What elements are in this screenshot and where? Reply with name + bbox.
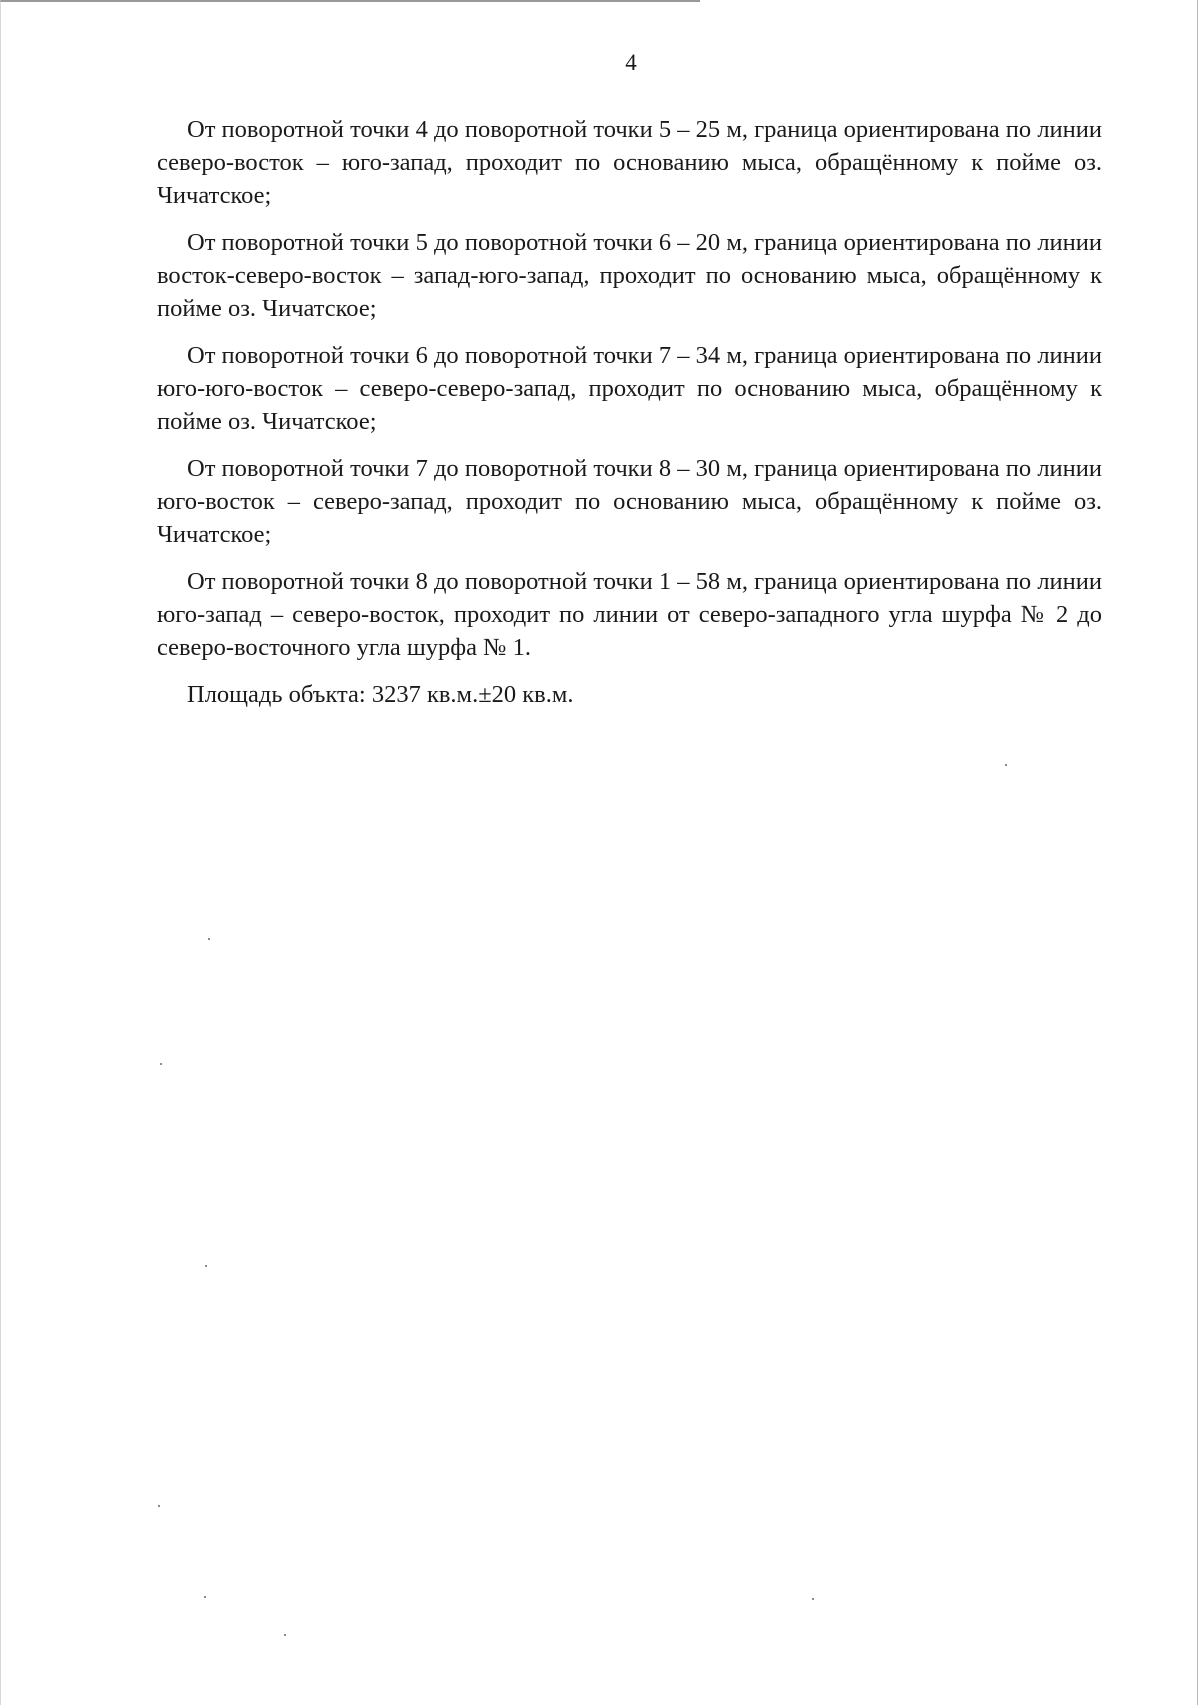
scan-speck	[208, 938, 210, 940]
area-statement: Площадь объкта: 3237 кв.м.±20 кв.м.	[187, 681, 574, 708]
scan-speck	[1005, 764, 1007, 766]
scan-edge-top	[0, 0, 700, 2]
page-number: 4	[625, 50, 637, 75]
paragraph-segment-7-8: От поворотной точки 7 до поворотной точки 8 – 30 м, граница ориентирована по линии юго-восток – северо-запад, проходит по основанию мыса, обращённому к пойме оз. Чичатское;	[157, 455, 1102, 548]
paragraph-segment-5-6: От поворотной точки 5 до поворотной точки 6 – 20 м, граница ориентирована по линии восток-северо-восток – запад-юго-запад, проходит по основанию мыса, обращённому к пойме оз. Чичатское;	[157, 229, 1102, 322]
scan-speck	[158, 1505, 160, 1507]
paragraph-segment-4-5: От поворотной точки 4 до поворотной точки 5 – 25 м, граница ориентирована по линии северо-восток – юго-запад, проходит по основанию мыса, обращённому к пойме оз. Чичатское;	[157, 116, 1102, 209]
document-body	[157, 113, 1102, 711]
scan-speck	[205, 1265, 207, 1267]
scan-speck	[204, 1596, 206, 1598]
paragraph-segment-8-1: От поворотной точки 8 до поворотной точки 1 – 58 м, граница ориентирована по линии юго-запад – северо-восток, проходит по линии от северо-западного угла шурфа № 2 до северо-восточного угла шурфа № 1.	[157, 568, 1102, 661]
scan-edge-right	[1197, 0, 1198, 1705]
paragraph-segment-6-7: От поворотной точки 6 до поворотной точки 7 – 34 м, граница ориентирована по линии юго-юго-восток – северо-северо-запад, проходит по основанию мыса, обращённому к пойме оз. Чичатское;	[157, 342, 1102, 435]
scan-speck	[160, 1063, 162, 1065]
scan-speck	[284, 1634, 286, 1636]
scan-edge-left	[0, 0, 1, 1705]
scan-speck	[812, 1598, 814, 1600]
